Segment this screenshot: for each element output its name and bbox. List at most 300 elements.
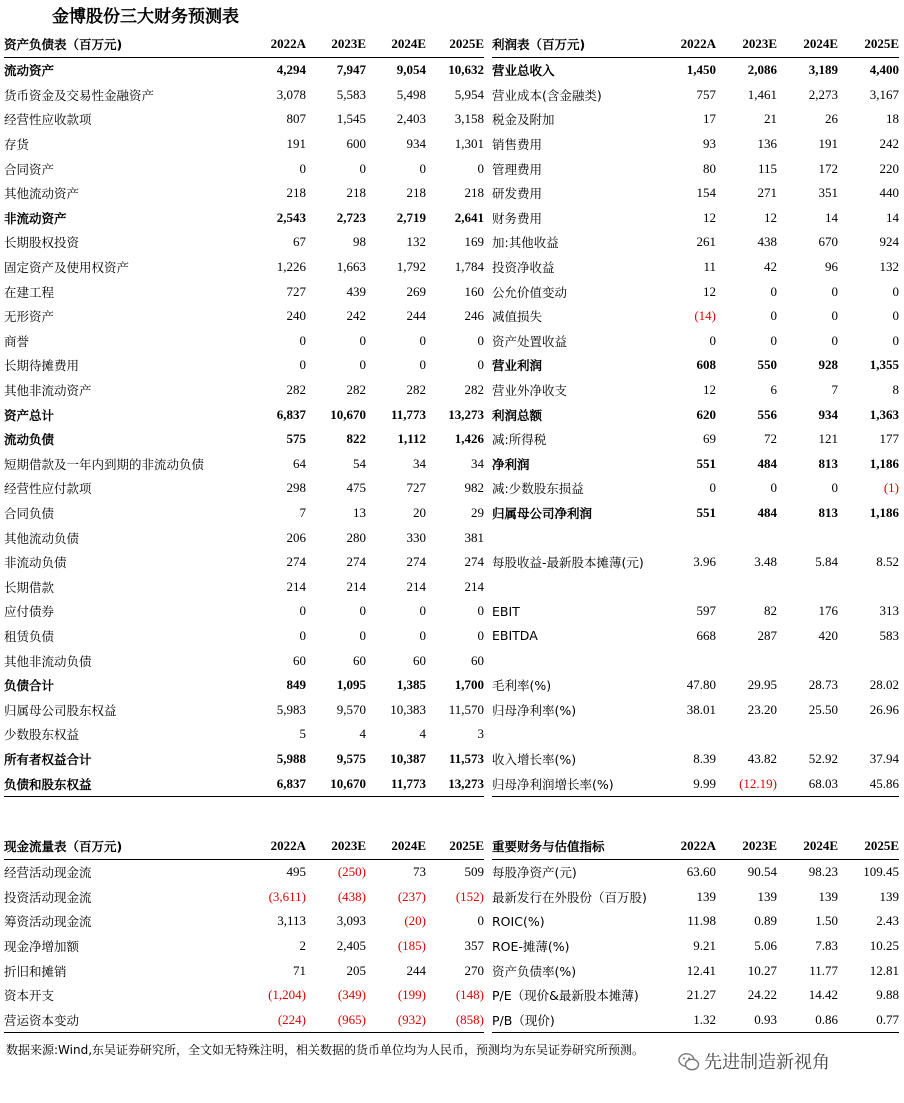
row-value: 17 (703, 111, 716, 127)
row-value: 10.27 (747, 962, 777, 978)
row-value: 4,400 (869, 62, 899, 78)
row-value: 14.42 (808, 987, 838, 1003)
row-value: (237) (397, 888, 426, 904)
row-value: 191 (286, 136, 306, 152)
row-value: 3,167 (869, 86, 899, 102)
row-value: 5.06 (754, 938, 777, 954)
row-value (716, 648, 777, 673)
table-row (4, 329, 484, 354)
year-header: 2025E (426, 31, 484, 58)
row-value (838, 648, 899, 673)
table-row (4, 697, 484, 722)
row-value: 13 (353, 504, 366, 520)
row-label (492, 525, 668, 550)
table-row (4, 501, 484, 526)
row-value: 98 (353, 234, 366, 250)
row-value: 982 (464, 480, 484, 496)
row-value: 0.86 (777, 1008, 838, 1033)
row-value: 205 (346, 962, 366, 978)
row-value: 177 (879, 431, 899, 447)
row-value: 7 (299, 504, 306, 520)
row-label (492, 648, 668, 673)
row-value: 12.81 (869, 962, 899, 978)
row-value (668, 525, 716, 550)
table-row (492, 525, 899, 550)
table-header-row (492, 31, 899, 58)
row-value: 269 (406, 283, 426, 299)
table-row (4, 353, 484, 378)
row-value: 2 (299, 938, 306, 954)
row-value: (20) (404, 913, 426, 929)
row-value: 73 (413, 864, 426, 880)
row-label: 其他非流动资产 (4, 383, 92, 399)
row-label: 筹资活动现金流 (4, 914, 92, 930)
row-value: 583 (879, 627, 899, 643)
row-value: 440 (879, 185, 899, 201)
row-value: 551 (696, 455, 716, 471)
row-label: 减:所得税 (492, 432, 547, 448)
row-label: 投资净收益 (492, 260, 555, 276)
row-value: 5,983 (276, 701, 306, 717)
row-value: 351 (818, 185, 838, 201)
table-row (4, 304, 484, 329)
row-value: 13,273 (448, 406, 484, 422)
row-value: 96 (825, 259, 838, 275)
table-row (4, 624, 484, 649)
row-label: 货币资金及交易性金融资产 (4, 87, 155, 103)
row-value: 600 (346, 136, 366, 152)
row-label: 归母净利润增长率(%) (492, 771, 668, 796)
row-value: 21 (764, 111, 777, 127)
row-value: 0 (892, 308, 899, 324)
row-label: 营运资本变动 (4, 1008, 248, 1033)
data-source-note: 数据来源:Wind,东吴证券研究所，全文如无特殊注明，相关数据的货币单位均为人民币，预测均为东吴证券研究所预测。 (6, 1043, 645, 1057)
row-value: 246 (464, 308, 484, 324)
row-value: 242 (879, 136, 899, 152)
row-value: 21.27 (686, 987, 716, 1003)
table-row (492, 501, 899, 526)
row-value: 11,773 (390, 406, 426, 422)
row-value: 9,575 (336, 750, 366, 766)
row-label: 加:其他收益 (492, 235, 559, 251)
row-value: 1,545 (336, 111, 366, 127)
row-value: 0 (477, 357, 484, 373)
row-value: 6,837 (248, 771, 306, 796)
row-value: 12 (703, 382, 716, 398)
row-value: 69 (703, 431, 716, 447)
row-value: 68.03 (777, 771, 838, 796)
row-value: 0 (709, 480, 716, 496)
row-value: 282 (464, 382, 484, 398)
row-value: 12 (703, 209, 716, 225)
row-value: 3.48 (754, 554, 777, 570)
table-row (492, 230, 899, 255)
row-label: 短期借款及一年内到期的非流动负债 (4, 456, 205, 472)
row-value: 0 (831, 480, 838, 496)
table-row (492, 1008, 899, 1033)
table-header-title: 现金流量表（百万元) (4, 833, 248, 860)
row-label: 资产处置收益 (492, 333, 568, 349)
row-value: 1,301 (454, 136, 484, 152)
row-value: 64 (293, 455, 306, 471)
row-value: 214 (346, 578, 366, 594)
income-statement-table (492, 31, 899, 797)
year-header: 2022A (668, 833, 716, 860)
table-row (4, 1008, 484, 1033)
table-row (492, 107, 899, 132)
table-row (492, 909, 899, 934)
row-label: 资产负债率(%) (492, 963, 577, 979)
row-value: 274 (406, 554, 426, 570)
row-label: 归母净利率(%) (492, 702, 577, 718)
row-value: 191 (818, 136, 838, 152)
row-value: 0 (299, 357, 306, 373)
row-value: 154 (696, 185, 716, 201)
row-label: 减值损失 (492, 309, 543, 325)
table-row (492, 181, 899, 206)
row-value: 220 (879, 160, 899, 176)
table-row (4, 550, 484, 575)
row-value: (3,611) (268, 888, 306, 904)
row-label: P/B（现价) (492, 1008, 668, 1033)
table-row (492, 427, 899, 452)
row-value: 2,719 (396, 209, 426, 225)
row-value: 7 (831, 382, 838, 398)
row-value: 176 (818, 603, 838, 619)
row-value: 25.50 (808, 701, 838, 717)
table-row (492, 983, 899, 1008)
row-label: ROE-摊薄(%) (492, 939, 570, 955)
table-row (4, 156, 484, 181)
row-value: 11.98 (687, 913, 716, 929)
table-row (492, 673, 899, 698)
row-value (777, 574, 838, 599)
table-row (4, 673, 484, 698)
row-value: 550 (757, 357, 777, 373)
table-row (492, 132, 899, 157)
row-value: 5 (299, 726, 306, 742)
row-value: 0 (359, 603, 366, 619)
row-value: 11.77 (809, 962, 838, 978)
row-value: 10,387 (390, 750, 426, 766)
row-value: 10,632 (448, 62, 484, 78)
row-label: 净利润 (492, 456, 530, 472)
table-row (4, 958, 484, 983)
row-value: 63.60 (686, 864, 716, 880)
row-value (668, 722, 716, 747)
row-value: 10,670 (306, 771, 366, 796)
table-row (492, 624, 899, 649)
year-header: 2024E (777, 31, 838, 58)
row-value: 244 (406, 962, 426, 978)
row-value: 139 (818, 888, 838, 904)
row-value: (148) (455, 987, 484, 1003)
row-value: 1,426 (454, 431, 484, 447)
row-value: 93 (703, 136, 716, 152)
row-value: 727 (286, 283, 306, 299)
row-value: 3,093 (336, 913, 366, 929)
row-value: (932) (366, 1008, 426, 1033)
row-label: 合同资产 (4, 161, 55, 177)
row-value: 67 (293, 234, 306, 250)
row-value: 0 (419, 332, 426, 348)
row-value: 218 (346, 185, 366, 201)
row-value: (224) (248, 1008, 306, 1033)
row-value: 620 (696, 406, 716, 422)
table-row (4, 648, 484, 673)
row-value: 813 (818, 455, 838, 471)
row-value: 60 (413, 652, 426, 668)
table-row (4, 909, 484, 934)
row-value: 282 (346, 382, 366, 398)
row-value (777, 525, 838, 550)
table-row (492, 574, 899, 599)
row-value: 807 (286, 111, 306, 127)
row-value: 28.02 (869, 677, 899, 693)
year-header: 2023E (306, 833, 366, 860)
table-row (492, 722, 899, 747)
row-value (668, 574, 716, 599)
table-row (492, 206, 899, 231)
row-value: 575 (286, 431, 306, 447)
row-label: 租赁负债 (4, 628, 55, 644)
row-label: EBITDA (492, 628, 538, 644)
table-row (492, 402, 899, 427)
row-value: 37.94 (869, 750, 899, 766)
year-header: 2023E (716, 833, 777, 860)
row-value: 12 (703, 283, 716, 299)
table-header-row (4, 31, 484, 58)
row-value: 20 (413, 504, 426, 520)
table-row (492, 771, 899, 796)
row-value: 8.52 (876, 554, 899, 570)
row-value: 8 (892, 382, 899, 398)
row-value: (1) (883, 480, 899, 496)
row-value: 280 (346, 529, 366, 545)
row-label: 管理费用 (492, 161, 543, 177)
row-value: 670 (818, 234, 838, 250)
row-value: 439 (346, 283, 366, 299)
table-row (4, 279, 484, 304)
row-value: 1,095 (336, 677, 366, 693)
row-value (838, 722, 899, 747)
row-value: 132 (406, 234, 426, 250)
row-label: 收入增长率(%) (492, 751, 577, 767)
row-value: 0 (359, 160, 366, 176)
row-label (492, 574, 668, 599)
row-value: 206 (286, 529, 306, 545)
row-label: 少数股东权益 (4, 727, 80, 743)
row-label: 营业总收入 (492, 63, 555, 79)
row-value: 0 (419, 627, 426, 643)
row-value: 1,363 (869, 406, 899, 422)
row-value: 1.32 (668, 1008, 716, 1033)
row-label: 资产总计 (4, 407, 55, 423)
row-value: 1,186 (869, 455, 899, 471)
row-value: 98.23 (808, 864, 838, 880)
row-value: 551 (696, 504, 716, 520)
row-value: 26.96 (869, 701, 899, 717)
row-value: 90.54 (747, 864, 777, 880)
table-row (4, 771, 484, 796)
row-value: 0 (477, 627, 484, 643)
table-row (4, 452, 484, 477)
row-value: 1,663 (336, 259, 366, 275)
row-value: 849 (286, 677, 306, 693)
row-value: 1,461 (747, 86, 777, 102)
year-header: 2025E (426, 833, 484, 860)
row-value: 1,784 (454, 259, 484, 275)
row-value: 60 (471, 652, 484, 668)
row-value: 9.99 (668, 771, 716, 796)
row-label: 每股净资产(元) (492, 865, 577, 881)
row-label: 长期借款 (4, 579, 55, 595)
row-value: 420 (818, 627, 838, 643)
row-value: 0 (299, 627, 306, 643)
row-label: 经营性应付款项 (4, 481, 92, 497)
row-label: 折旧和摊销 (4, 963, 67, 979)
row-value: 23.20 (747, 701, 777, 717)
row-value: 287 (757, 627, 777, 643)
row-label: 营业利润 (492, 358, 543, 374)
table-row (492, 934, 899, 959)
row-value: 0 (770, 480, 777, 496)
row-label: 现金净增加额 (4, 939, 80, 955)
table-row (492, 452, 899, 477)
row-value: 214 (406, 578, 426, 594)
row-value: 3,158 (454, 111, 484, 127)
row-value: 757 (696, 86, 716, 102)
row-value: 172 (818, 160, 838, 176)
row-label: 合同负债 (4, 505, 55, 521)
row-value: 45.86 (838, 771, 899, 796)
row-label: 税金及附加 (492, 112, 555, 128)
row-value: 115 (757, 160, 777, 176)
row-value: 29.95 (747, 677, 777, 693)
row-value: 0 (359, 357, 366, 373)
row-value: 2,543 (276, 209, 306, 225)
table-row (4, 525, 484, 550)
row-label: 在建工程 (4, 284, 55, 300)
table-row (492, 599, 899, 624)
row-label: 经营性应收款项 (4, 112, 92, 128)
row-value: 271 (757, 185, 777, 201)
row-label: 财务费用 (492, 210, 543, 226)
row-value: 475 (346, 480, 366, 496)
row-value: 270 (464, 962, 484, 978)
table-row (4, 599, 484, 624)
table-row (492, 747, 899, 772)
row-value: 0 (709, 332, 716, 348)
row-label: 经营活动现金流 (4, 865, 92, 881)
row-label: 其他流动负债 (4, 530, 80, 546)
table-row (4, 574, 484, 599)
row-value: 298 (286, 480, 306, 496)
table-row (492, 476, 899, 501)
row-value: 139 (696, 888, 716, 904)
row-value: 3,078 (276, 86, 306, 102)
table-row (4, 747, 484, 772)
row-value: 0 (892, 283, 899, 299)
row-value (777, 648, 838, 673)
table-row (492, 648, 899, 673)
row-value: 34 (471, 455, 484, 471)
table-row (4, 83, 484, 108)
row-value: 6 (770, 382, 777, 398)
row-value: 0 (831, 283, 838, 299)
row-value: 8.39 (693, 750, 716, 766)
row-value: 0 (299, 603, 306, 619)
row-value: 214 (464, 578, 484, 594)
row-value: 0 (359, 627, 366, 643)
row-label: 减:少数股东损益 (492, 481, 584, 497)
row-value: 0 (477, 603, 484, 619)
row-value: 4 (419, 726, 426, 742)
table-row (4, 255, 484, 280)
page-title: 金博股份三大财务预测表 (52, 7, 239, 27)
row-value: 282 (406, 382, 426, 398)
table-row (492, 279, 899, 304)
row-value: 169 (464, 234, 484, 250)
row-value: 0.93 (716, 1008, 777, 1033)
row-value: 3 (477, 726, 484, 742)
row-value: (152) (455, 888, 484, 904)
table-row (4, 427, 484, 452)
year-header: 2023E (716, 31, 777, 58)
row-value: 26 (825, 111, 838, 127)
row-value: 438 (757, 234, 777, 250)
row-label: 其他非流动负债 (4, 653, 92, 669)
row-value: 2,641 (454, 209, 484, 225)
row-value: 274 (346, 554, 366, 570)
table-row (4, 885, 484, 910)
row-value: 0 (299, 160, 306, 176)
row-value (668, 648, 716, 673)
row-value: 82 (764, 603, 777, 619)
row-value (838, 574, 899, 599)
year-header: 2022A (248, 833, 306, 860)
row-value: 5,583 (336, 86, 366, 102)
row-value: 261 (696, 234, 716, 250)
row-value: 60 (353, 652, 366, 668)
row-value: 0.77 (838, 1008, 899, 1033)
row-label: 毛利率(%) (492, 678, 552, 694)
row-value: 813 (818, 504, 838, 520)
row-value: 934 (818, 406, 838, 422)
row-value: 934 (406, 136, 426, 152)
row-label: 其他流动资产 (4, 186, 80, 202)
row-value: 2,403 (396, 111, 426, 127)
row-value: 0.89 (754, 913, 777, 929)
row-value: 313 (879, 603, 899, 619)
table-row (4, 983, 484, 1008)
table-row (492, 885, 899, 910)
row-label: 研发费用 (492, 186, 543, 202)
row-value: 1,186 (869, 504, 899, 520)
row-label: 公允价值变动 (492, 284, 568, 300)
row-value: 5,988 (276, 750, 306, 766)
table-row (492, 156, 899, 181)
row-value: 0 (419, 603, 426, 619)
row-value: 12 (764, 209, 777, 225)
row-label: P/E（现价&最新股本摊薄) (492, 988, 639, 1004)
row-value: 0 (419, 160, 426, 176)
row-value: 121 (818, 431, 838, 447)
row-value: 608 (696, 357, 716, 373)
year-header: 2024E (777, 833, 838, 860)
row-label: 营业外净收支 (492, 383, 568, 399)
table-row (4, 206, 484, 231)
